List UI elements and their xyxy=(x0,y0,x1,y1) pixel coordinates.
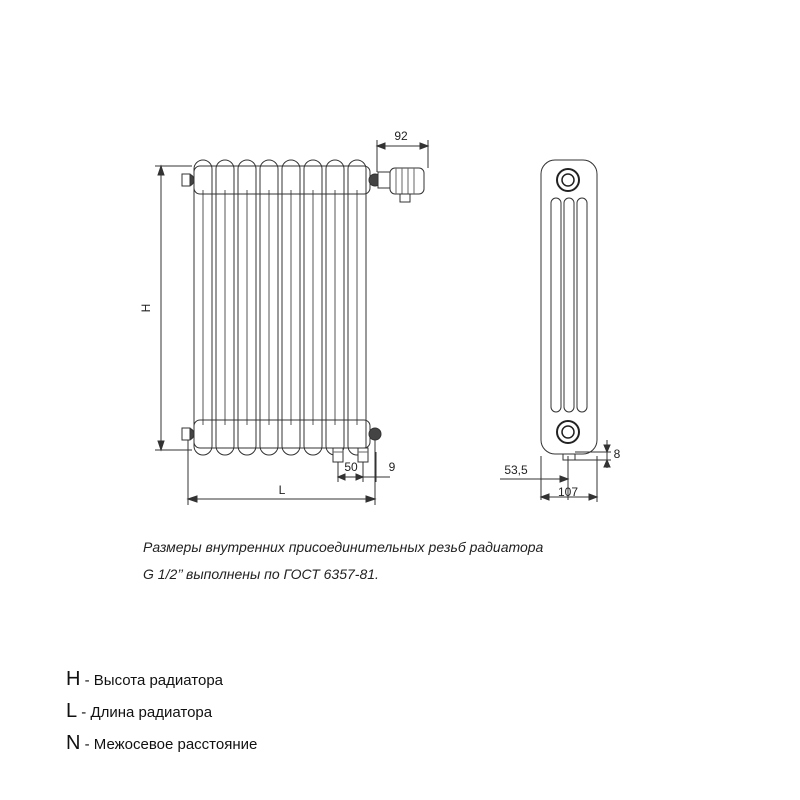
dimension-label-92: 92 xyxy=(394,129,408,143)
legend-item-h xyxy=(66,668,223,691)
radiator-sections xyxy=(194,160,366,455)
dimension-label-50: 50 xyxy=(344,460,358,474)
legend-letter: N xyxy=(66,732,81,754)
dimension-label-53-5: 53,5 xyxy=(504,463,528,477)
radiator-front-view xyxy=(182,160,424,462)
legend-text: - Высота радиатора xyxy=(80,672,224,689)
legend-letter: H xyxy=(66,668,81,690)
thermostatic-valve xyxy=(378,168,424,202)
legend-text: - Длина радиатора xyxy=(77,704,213,721)
dimension-label-9: 9 xyxy=(388,460,396,474)
dimension-label-l: L xyxy=(278,483,286,497)
legend-text: - Межосевое расстояние xyxy=(80,736,258,753)
dimension-label-107: 107 xyxy=(557,485,579,499)
thread-note-line-2: G 1/2’’ выполнены по ГОСТ 6357-81. xyxy=(143,566,379,582)
thread-note-line-1: Размеры внутренних присоединительных резьб радиатора xyxy=(143,539,544,555)
legend-item-n xyxy=(66,732,257,755)
thread-note xyxy=(143,538,663,583)
legend-letter: L xyxy=(66,700,78,722)
dimension-label-8: 8 xyxy=(613,447,621,461)
radiator-side-view xyxy=(541,160,597,460)
dimension-label-h: H xyxy=(139,303,153,313)
legend-item-l xyxy=(66,700,212,723)
